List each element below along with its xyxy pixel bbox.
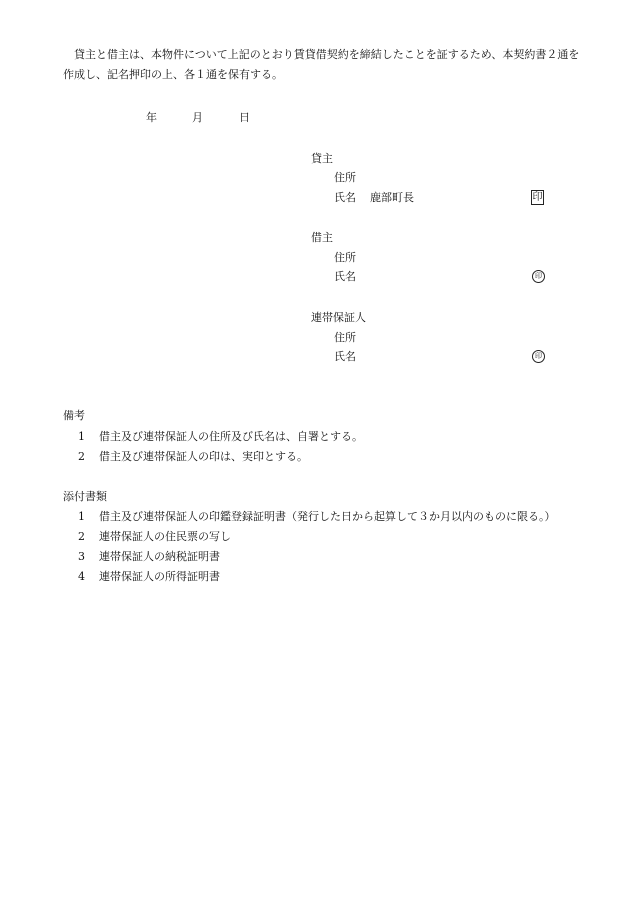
remarks-item-text: 借主及び連帯保証人の印は、実印とする。: [99, 450, 308, 463]
remarks-heading: 備考: [63, 409, 85, 422]
guarantor-name-label: 氏名: [334, 350, 356, 363]
guarantor-heading: 連帯保証人: [311, 311, 366, 324]
lessee-name-label: 氏名: [334, 270, 356, 283]
attachments-item-text: 連帯保証人の住民票の写し: [99, 530, 231, 543]
attachments-item-number: 2: [78, 530, 85, 543]
remarks-item-text: 借主及び連帯保証人の住所及び氏名は、自署とする。: [99, 430, 363, 443]
lessor-heading: 貸主: [311, 152, 333, 165]
date-month-label: 月: [192, 111, 203, 124]
lessor-name-label: 氏名: [334, 191, 356, 204]
lessor-seal-icon: 印: [532, 192, 543, 203]
lessor-name-value: 鹿部町長: [370, 191, 414, 204]
date-day-label: 日: [239, 111, 250, 124]
intro-paragraph: [63, 45, 583, 85]
date-year-label: 年: [146, 111, 157, 124]
attachments-item-text: 連帯保証人の納税証明書: [99, 550, 220, 563]
intro-text: 貸主と借主は、本物件について上記のとおり賃貸借契約を締結したことを証するため、本契約書２通を作成し、記名押印の上、各１通を保有する。: [63, 48, 580, 81]
attachments-item-number: 4: [78, 570, 85, 583]
guarantor-seal-icon: 印: [532, 350, 545, 363]
attachments-item-number: 1: [78, 510, 85, 523]
remarks-item-number: 1: [78, 430, 85, 443]
attachments-item-text: 借主及び連帯保証人の印鑑登録証明書（発行した日から起算して３か月以内のものに限る。）: [99, 510, 556, 523]
lessee-heading: 借主: [311, 231, 333, 244]
lessor-address-label: 住所: [334, 171, 356, 184]
attachments-item-text: 連帯保証人の所得証明書: [99, 570, 220, 583]
guarantor-address-label: 住所: [334, 331, 356, 344]
lessee-seal-icon: 印: [532, 270, 545, 283]
lessee-address-label: 住所: [334, 251, 356, 264]
remarks-item-number: 2: [78, 450, 85, 463]
attachments-heading: 添付書類: [63, 490, 107, 503]
attachments-item-number: 3: [78, 550, 85, 563]
